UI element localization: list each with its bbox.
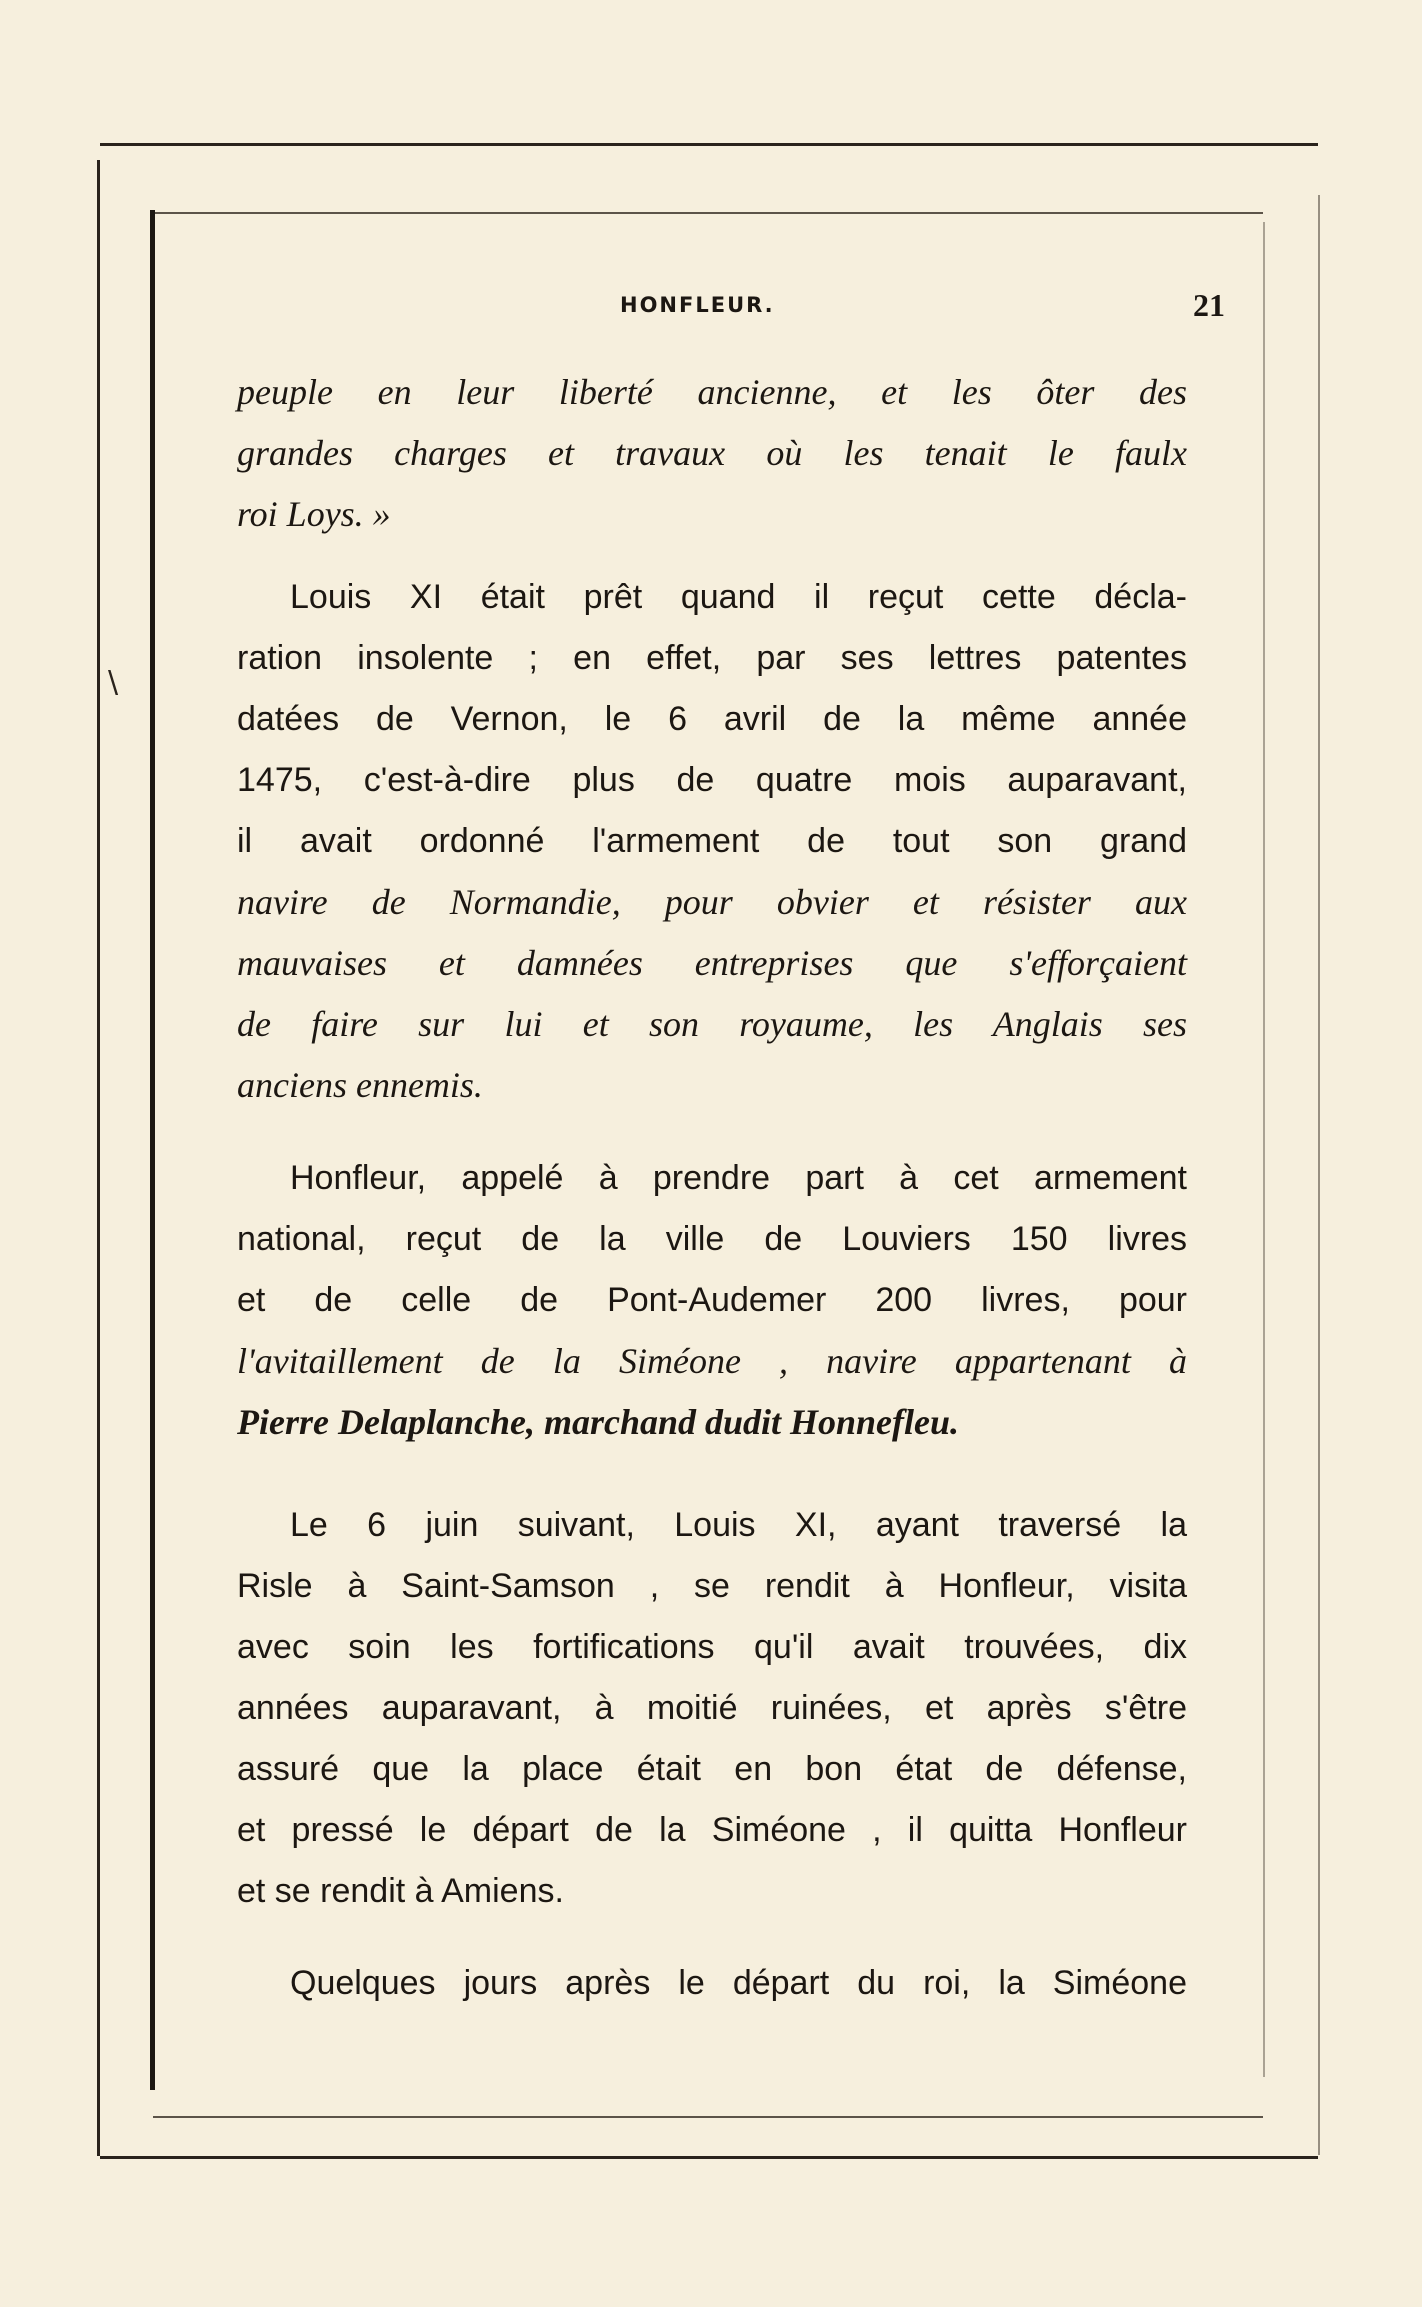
inner-rule-left: [150, 210, 155, 2090]
inner-rule-bottom: [153, 2116, 1263, 2118]
frame-rule-right: [1318, 195, 1320, 2155]
text-line: datées de Vernon, le 6 avril de la même année: [237, 700, 1187, 738]
text-line: Le 6 juin suivant, Louis XI, ayant traversé la: [290, 1506, 1187, 1544]
text-line: navire de Normandie, pour obvier et résister aux: [237, 882, 1187, 922]
frame-rule-bottom: [100, 2156, 1318, 2159]
text-line: de faire sur lui et son royaume, les Anglais ses: [237, 1004, 1187, 1044]
text-line: anciens ennemis.: [237, 1065, 483, 1105]
text-line: mauvaises et damnées entreprises que s'efforçaient: [237, 943, 1187, 983]
text-line: années auparavant, à moitié ruinées, et après s'être: [237, 1689, 1187, 1727]
page-number: 21: [1193, 287, 1225, 323]
text-line: avec soin les fortifications qu'il avait trouvées, dix: [237, 1628, 1187, 1666]
text-line: et de celle de Pont-Audemer 200 livres, pour: [237, 1281, 1187, 1319]
text-line: il avait ordonné l'armement de tout son grand: [237, 822, 1187, 860]
text-line: grandes charges et travaux où les tenait le faulx: [237, 433, 1187, 473]
text-line: Louis XI était prêt quand il reçut cette décla-: [290, 578, 1187, 616]
text-line: Risle à Saint-Samson , se rendit à Honfleur, visita: [237, 1567, 1187, 1605]
inner-rule-right: [1263, 222, 1265, 2077]
text-line: peuple en leur liberté ancienne, et les ôter des: [237, 372, 1187, 412]
text-line: l'avitaillement de la Siméone , navire appartenant à: [237, 1341, 1187, 1381]
frame-rule-left: [97, 160, 100, 2156]
text-line: national, reçut de la ville de Louviers 150 livres: [237, 1220, 1187, 1258]
text-line: ration insolente ; en effet, par ses lettres patentes: [237, 639, 1187, 677]
text-line: Honfleur, appelé à prendre part à cet armement: [290, 1159, 1187, 1197]
text-line: 1475, c'est-à-dire plus de quatre mois auparavant,: [237, 761, 1187, 799]
text-line: roi Loys. »: [237, 494, 391, 534]
running-title: HONFLEUR.: [620, 293, 775, 317]
margin-mark: \: [108, 665, 119, 700]
text-line: assuré que la place était en bon état de défense,: [237, 1750, 1187, 1788]
text-line: Pierre Delaplanche, marchand dudit Honnefleu.: [237, 1402, 960, 1442]
frame-rule-top: [100, 143, 1318, 146]
text-line: Quelques jours après le départ du roi, la Siméone: [290, 1964, 1187, 2002]
text-line: et se rendit à Amiens.: [237, 1872, 564, 1910]
text-line: et pressé le départ de la Siméone , il quitta Honfleur: [237, 1811, 1187, 1849]
inner-rule-top: [153, 212, 1263, 214]
